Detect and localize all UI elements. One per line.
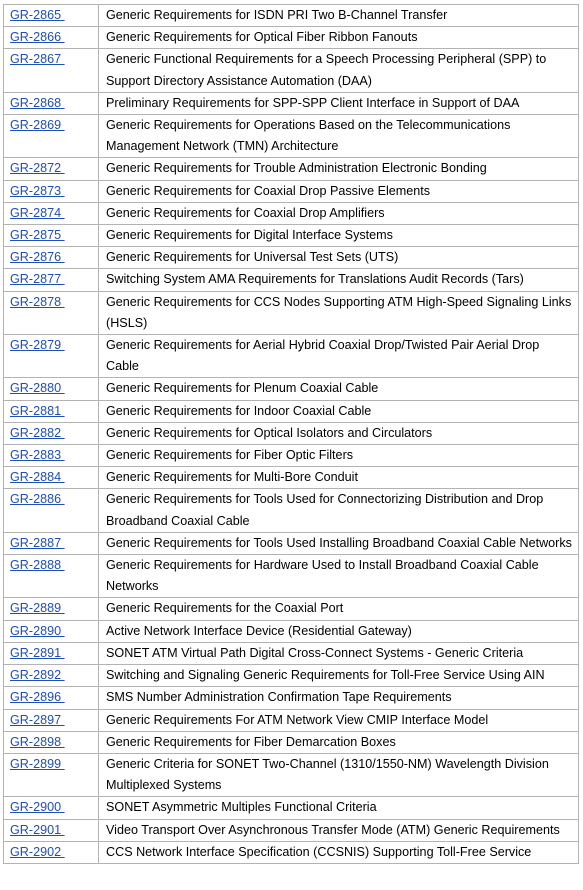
document-code-cell xyxy=(4,158,99,180)
document-code-cell xyxy=(4,532,99,554)
table-row xyxy=(4,49,579,92)
document-code-link[interactable]: GR-2899 xyxy=(10,756,65,771)
document-code-cell xyxy=(4,489,99,532)
document-code-link[interactable]: GR-2868 xyxy=(10,95,65,110)
document-code-cell xyxy=(4,291,99,334)
table-row xyxy=(4,5,579,27)
table-row xyxy=(4,92,579,114)
document-code-link[interactable]: GR-2901 xyxy=(10,822,65,837)
document-title: Generic Requirements for Optical Fiber Ribbon Fanouts xyxy=(99,27,579,49)
document-code-cell xyxy=(4,687,99,709)
table-row xyxy=(4,378,579,400)
table-row xyxy=(4,467,579,489)
document-code-link[interactable]: GR-2898 xyxy=(10,734,65,749)
document-title: Generic Requirements for CCS Nodes Supporting ATM High-Speed Signaling Links (HSLS) xyxy=(99,291,579,334)
document-code-cell xyxy=(4,269,99,291)
document-code-cell xyxy=(4,378,99,400)
table-row xyxy=(4,753,579,796)
document-code-cell xyxy=(4,620,99,642)
document-title: SONET ATM Virtual Path Digital Cross-Connect Systems - Generic Criteria xyxy=(99,642,579,664)
document-title: Generic Requirements for Coaxial Drop Amplifiers xyxy=(99,202,579,224)
document-title: Generic Requirements for Tools Used Installing Broadband Coaxial Cable Networks xyxy=(99,532,579,554)
document-code-cell xyxy=(4,709,99,731)
document-code-link[interactable]: GR-2902 xyxy=(10,844,65,859)
document-code-cell xyxy=(4,797,99,819)
table-row xyxy=(4,202,579,224)
document-title: Generic Requirements for the Coaxial Port xyxy=(99,598,579,620)
document-title: Video Transport Over Asynchronous Transfer Mode (ATM) Generic Requirements xyxy=(99,819,579,841)
document-code-link[interactable]: GR-2884 xyxy=(10,470,65,485)
document-code-link[interactable]: GR-2869 xyxy=(10,118,65,133)
document-title: Switching and Signaling Generic Requirements for Toll-Free Service Using AIN xyxy=(99,665,579,687)
document-code-link[interactable]: GR-2875 xyxy=(10,228,65,243)
document-code-link[interactable]: GR-2896 xyxy=(10,690,65,705)
table-row xyxy=(4,225,579,247)
document-code-cell xyxy=(4,202,99,224)
document-code-link[interactable]: GR-2865 xyxy=(10,8,65,22)
table-row xyxy=(4,819,579,841)
requirements-table-body xyxy=(4,5,579,864)
document-code-cell xyxy=(4,598,99,620)
table-row xyxy=(4,841,579,863)
document-code-link[interactable]: GR-2880 xyxy=(10,381,65,396)
document-code-cell xyxy=(4,642,99,664)
document-code-link[interactable]: GR-2888 xyxy=(10,558,65,573)
document-code-cell xyxy=(4,731,99,753)
table-row xyxy=(4,555,579,598)
table-row xyxy=(4,687,579,709)
document-code-cell xyxy=(4,445,99,467)
document-code-cell xyxy=(4,49,99,92)
document-code-cell xyxy=(4,27,99,49)
document-title: Generic Functional Requirements for a Speech Processing Peripheral (SPP) to Support Directory Assistance Automation (DAA) xyxy=(99,49,579,92)
document-code-cell xyxy=(4,422,99,444)
table-row xyxy=(4,709,579,731)
table-row xyxy=(4,620,579,642)
table-row xyxy=(4,731,579,753)
table-row xyxy=(4,665,579,687)
document-title: Generic Requirements for Coaxial Drop Passive Elements xyxy=(99,180,579,202)
document-code-cell xyxy=(4,92,99,114)
document-code-cell xyxy=(4,753,99,796)
document-title: Generic Requirements for Optical Isolators and Circulators xyxy=(99,422,579,444)
table-row xyxy=(4,797,579,819)
document-title: Switching System AMA Requirements for Translations Audit Records (Tars) xyxy=(99,269,579,291)
table-row xyxy=(4,291,579,334)
document-title: Generic Criteria for SONET Two-Channel (1310/1550-NM) Wavelength Division Multiplexed Systems xyxy=(99,753,579,796)
document-title: Generic Requirements for Tools Used for Connectorizing Distribution and Drop Broadband Coaxial Cable xyxy=(99,489,579,532)
document-title: Preliminary Requirements for SPP-SPP Client Interface in Support of DAA xyxy=(99,92,579,114)
document-code-cell xyxy=(4,400,99,422)
document-code-cell xyxy=(4,819,99,841)
table-row xyxy=(4,489,579,532)
document-code-link[interactable]: GR-2889 xyxy=(10,601,65,616)
document-title: Generic Requirements for Trouble Administration Electronic Bonding xyxy=(99,158,579,180)
table-row xyxy=(4,180,579,202)
table-row xyxy=(4,642,579,664)
document-code-link[interactable]: GR-2877 xyxy=(10,272,65,287)
document-title: Active Network Interface Device (Residential Gateway) xyxy=(99,620,579,642)
table-row xyxy=(4,158,579,180)
document-code-cell xyxy=(4,180,99,202)
table-row xyxy=(4,335,579,378)
document-code-link[interactable]: GR-2866 xyxy=(10,30,65,45)
table-row xyxy=(4,247,579,269)
document-title: Generic Requirements For ATM Network View CMIP Interface Model xyxy=(99,709,579,731)
document-code-link[interactable]: GR-2874 xyxy=(10,205,65,220)
document-code-link[interactable]: GR-2897 xyxy=(10,712,65,727)
document-title: Generic Requirements for Fiber Demarcation Boxes xyxy=(99,731,579,753)
document-title: Generic Requirements for ISDN PRI Two B-Channel Transfer xyxy=(99,5,579,27)
document-code-link[interactable]: GR-2882 xyxy=(10,425,65,440)
document-title: Generic Requirements for Universal Test Sets (UTS) xyxy=(99,247,579,269)
document-code-link[interactable]: GR-2883 xyxy=(10,448,65,463)
table-row xyxy=(4,115,579,158)
document-title: SONET Asymmetric Multiples Functional Criteria xyxy=(99,797,579,819)
document-title: Generic Requirements for Fiber Optic Filters xyxy=(99,445,579,467)
document-title: Generic Requirements for Hardware Used to Install Broadband Coaxial Cable Networks xyxy=(99,555,579,598)
document-code-link[interactable]: GR-2887 xyxy=(10,535,65,550)
document-code-link[interactable]: GR-2878 xyxy=(10,294,65,309)
document-title: CCS Network Interface Specification (CCSNIS) Supporting Toll-Free Service xyxy=(99,841,579,863)
table-row xyxy=(4,445,579,467)
requirements-table xyxy=(3,4,579,864)
document-code-link[interactable]: GR-2867 xyxy=(10,52,65,67)
document-title: Generic Requirements for Multi-Bore Conduit xyxy=(99,467,579,489)
document-title: Generic Requirements for Indoor Coaxial Cable xyxy=(99,400,579,422)
table-row xyxy=(4,269,579,291)
document-title: SMS Number Administration Confirmation Tape Requirements xyxy=(99,687,579,709)
document-code-cell xyxy=(4,841,99,863)
table-row xyxy=(4,598,579,620)
table-row xyxy=(4,532,579,554)
document-code-link[interactable]: GR-2872 xyxy=(10,161,65,176)
document-code-cell xyxy=(4,247,99,269)
document-code-link[interactable]: GR-2891 xyxy=(10,645,65,660)
document-title: Generic Requirements for Operations Based on the Telecommunications Management Network (TMN) Architecture xyxy=(99,115,579,158)
table-row xyxy=(4,27,579,49)
document-code-cell xyxy=(4,555,99,598)
document-title: Generic Requirements for Aerial Hybrid Coaxial Drop/Twisted Pair Aerial Drop Cable xyxy=(99,335,579,378)
document-code-cell xyxy=(4,115,99,158)
document-code-cell xyxy=(4,467,99,489)
document-code-link[interactable]: GR-2890 xyxy=(10,623,65,638)
document-title: Generic Requirements for Plenum Coaxial Cable xyxy=(99,378,579,400)
document-code-link[interactable]: GR-2876 xyxy=(10,250,65,265)
document-title: Generic Requirements for Digital Interface Systems xyxy=(99,225,579,247)
document-code-link[interactable]: GR-2873 xyxy=(10,183,65,198)
document-code-cell xyxy=(4,5,99,27)
table-row xyxy=(4,400,579,422)
document-code-link[interactable]: GR-2879 xyxy=(10,338,65,353)
document-code-cell xyxy=(4,225,99,247)
document-code-link[interactable]: GR-2892 xyxy=(10,668,65,683)
document-code-link[interactable]: GR-2881 xyxy=(10,403,65,418)
document-code-cell xyxy=(4,665,99,687)
document-code-link[interactable]: GR-2886 xyxy=(10,492,65,507)
document-code-cell xyxy=(4,335,99,378)
table-row xyxy=(4,422,579,444)
document-code-link[interactable]: GR-2900 xyxy=(10,800,65,815)
